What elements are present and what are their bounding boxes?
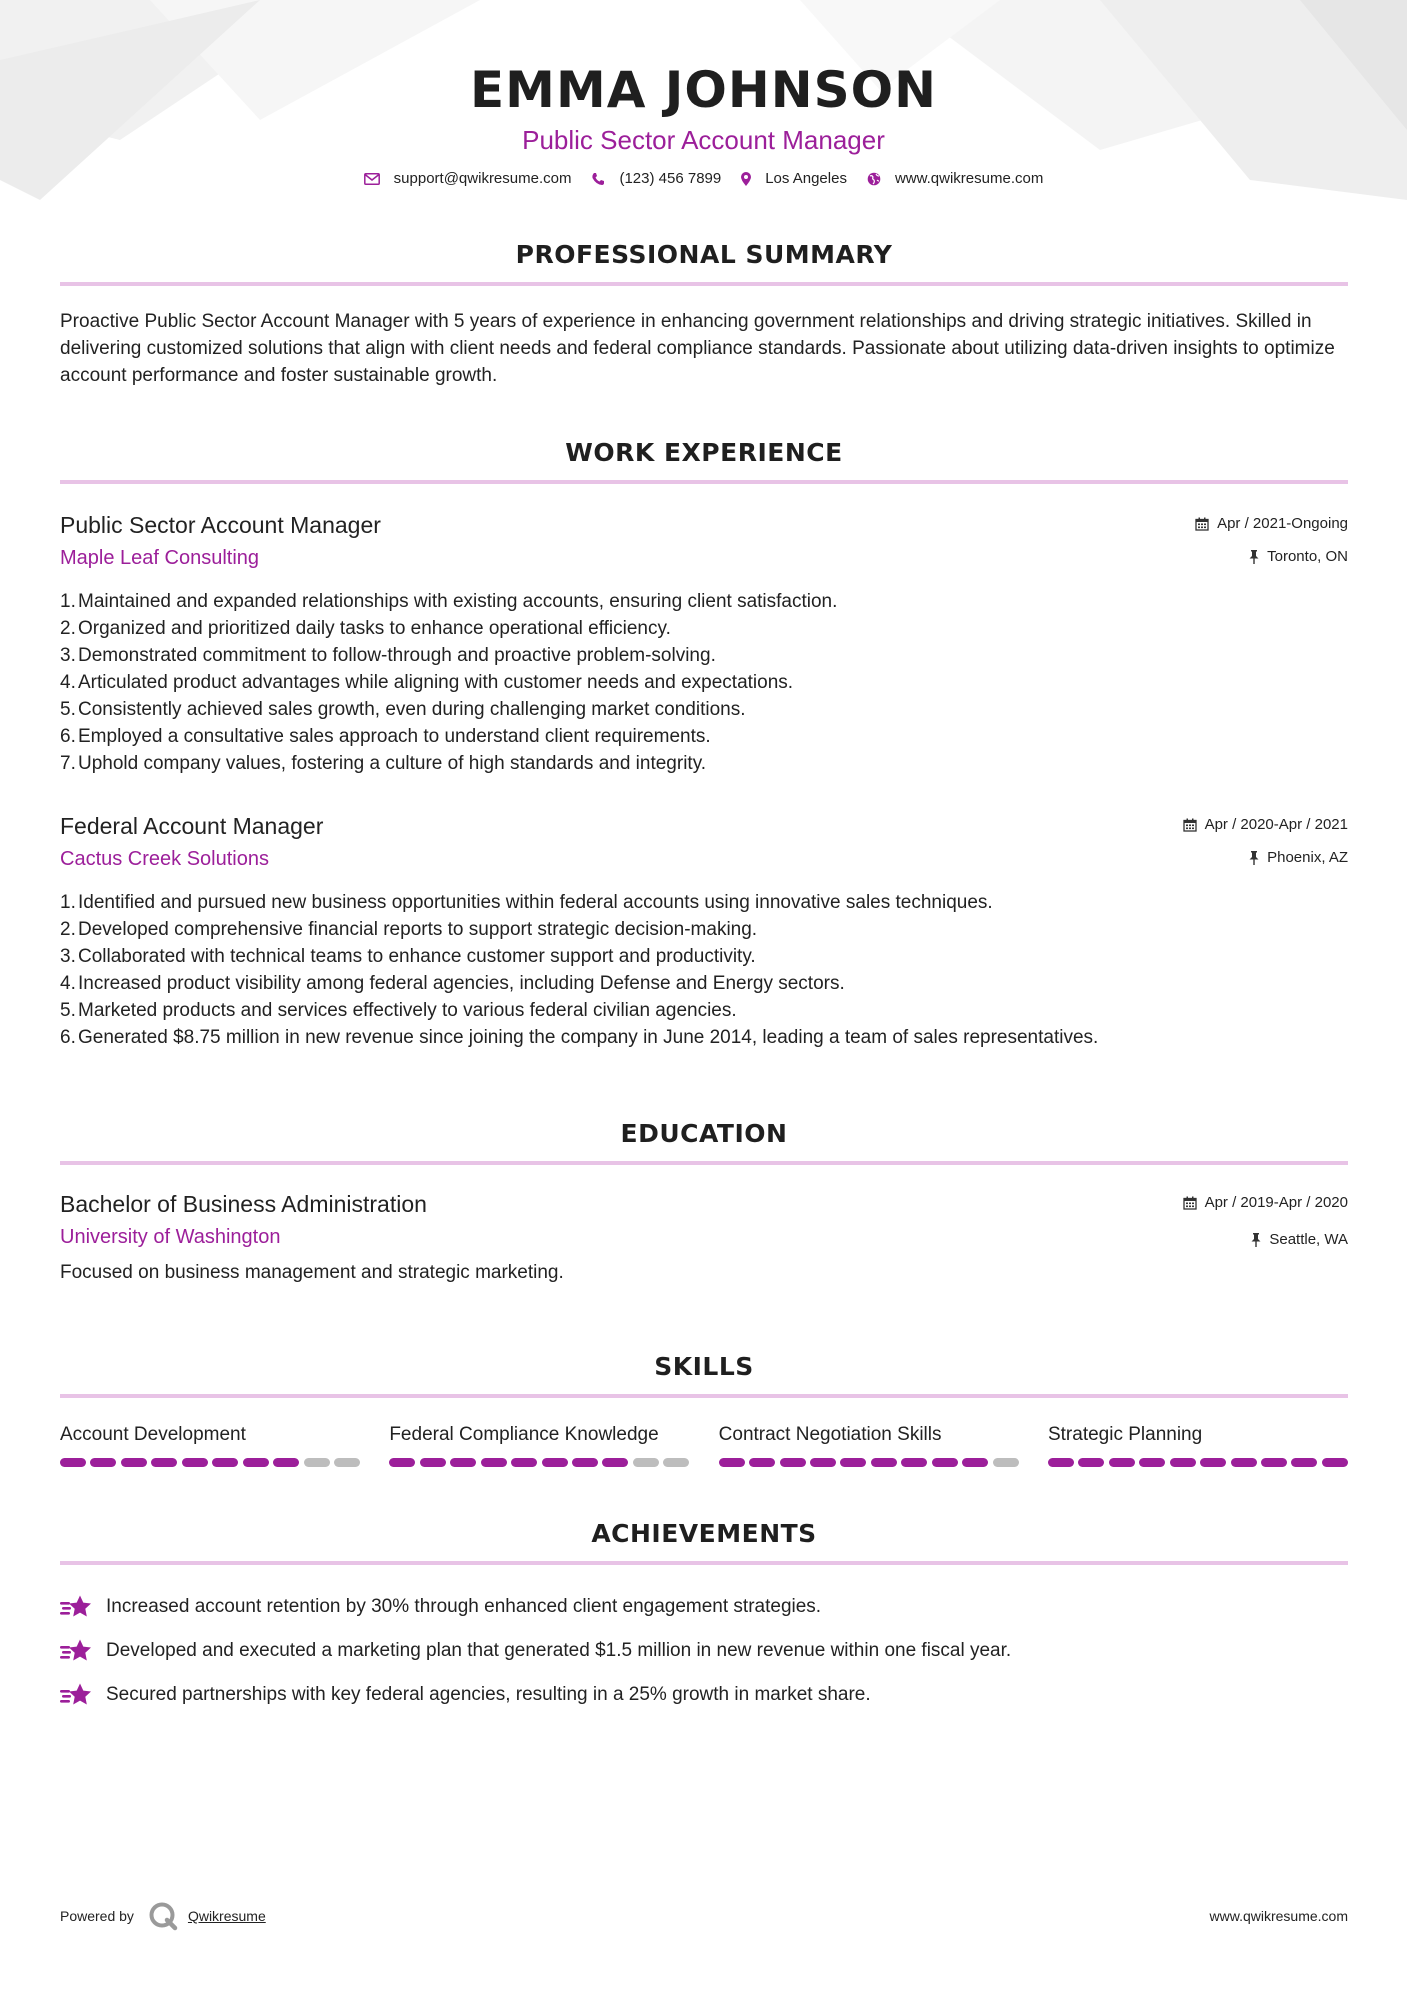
- skill-level-segment-empty: [633, 1458, 659, 1467]
- bullet-number: 1.: [60, 591, 76, 612]
- pushpin-icon: [1249, 851, 1259, 865]
- contact-phone[interactable]: [591, 170, 721, 187]
- contact-website[interactable]: [867, 170, 1043, 187]
- education-dates-text: Apr / 2019-Apr / 2020: [1204, 1194, 1348, 1211]
- skills-list: [60, 1422, 1348, 1467]
- job-title: Federal Account Manager: [60, 813, 324, 839]
- skill-level-bar: [1048, 1458, 1348, 1467]
- job-bullets: [60, 889, 1348, 1051]
- bullet-number: 3.: [60, 645, 76, 666]
- qwikresume-logo-icon: [148, 1901, 178, 1931]
- bullet-text: Employed a consultative sales approach to understand client requirements.: [78, 726, 711, 747]
- skill-level-segment-empty: [993, 1458, 1019, 1467]
- achievement-item: [60, 1585, 1348, 1629]
- experience-section: [60, 438, 1348, 1051]
- achievements-section: [60, 1519, 1348, 1717]
- section-divider: [60, 1161, 1348, 1165]
- skill-level-bar: [719, 1458, 1019, 1467]
- achievement-item: [60, 1673, 1348, 1717]
- skill-level-segment-empty: [663, 1458, 689, 1467]
- job-bullet: [60, 997, 1348, 1024]
- footer-website[interactable]: www.qwikresume.com: [1209, 1908, 1348, 1924]
- skill-item: [60, 1422, 360, 1467]
- skill-level-segment-filled: [90, 1458, 116, 1467]
- calendar-icon: [1183, 1196, 1197, 1210]
- skill-level-segment-filled: [182, 1458, 208, 1467]
- bullet-text: Collaborated with technical teams to enhance customer support and productivity.: [78, 946, 756, 967]
- skill-level-segment-filled: [840, 1458, 866, 1467]
- skill-level-segment-filled: [1170, 1458, 1196, 1467]
- job-location-text: Phoenix, AZ: [1267, 849, 1348, 866]
- candidate-name: EMMA JOHNSON: [470, 61, 937, 119]
- job-bullet: [60, 588, 1348, 615]
- job-bullet: [60, 696, 1348, 723]
- job-bullets: [60, 588, 1348, 777]
- job-header: [60, 510, 1348, 574]
- pushpin-icon: [1249, 550, 1259, 564]
- skill-level-segment-filled: [273, 1458, 299, 1467]
- star-icon: [60, 1594, 94, 1620]
- job-bullet: [60, 669, 1348, 696]
- skill-level-segment-filled: [1048, 1458, 1074, 1467]
- job-location-text: Toronto, ON: [1267, 548, 1348, 565]
- job-bullet: [60, 1024, 1348, 1051]
- skill-level-segment-filled: [420, 1458, 446, 1467]
- contact-row: [0, 170, 1407, 187]
- calendar-icon: [1195, 517, 1209, 531]
- bullet-text: Marketed products and services effectively to various federal civilian agencies.: [78, 1000, 737, 1021]
- education-section: [60, 1119, 1348, 1286]
- skill-level-segment-filled: [901, 1458, 927, 1467]
- bullet-number: 4.: [60, 672, 76, 693]
- skill-level-segment-filled: [871, 1458, 897, 1467]
- skill-level-segment-filled: [389, 1458, 415, 1467]
- phone-icon: [591, 172, 605, 186]
- skill-level-bar: [60, 1458, 360, 1467]
- job-bullet: [60, 723, 1348, 750]
- skill-level-segment-filled: [1231, 1458, 1257, 1467]
- job-list: [60, 510, 1348, 1051]
- job-bullet: [60, 943, 1348, 970]
- contact-phone-text: (123) 456 7899: [619, 170, 722, 187]
- school-name: University of Washington: [60, 1226, 281, 1248]
- summary-section: [60, 240, 1348, 389]
- education-location: [1251, 1230, 1348, 1250]
- skill-level-segment-filled: [1322, 1458, 1348, 1467]
- job-bullet: [60, 889, 1348, 916]
- job-bullet: [60, 750, 1348, 777]
- job-bullet: [60, 916, 1348, 943]
- skill-level-segment-filled: [450, 1458, 476, 1467]
- skill-item: [719, 1422, 1019, 1467]
- job-dates-text: Apr / 2021-Ongoing: [1217, 515, 1348, 532]
- job-header: [60, 811, 1348, 875]
- achievement-item: [60, 1629, 1348, 1673]
- education-dates: [1183, 1193, 1348, 1213]
- bullet-text: Maintained and expanded relationships with existing accounts, ensuring client satisfaction.: [78, 591, 838, 612]
- section-divider: [60, 1394, 1348, 1398]
- job-bullet: [60, 642, 1348, 669]
- contact-email[interactable]: [364, 170, 572, 187]
- education-heading: EDUCATION: [620, 1119, 788, 1148]
- calendar-icon: [1183, 818, 1197, 832]
- map-pin-icon: [741, 172, 751, 186]
- powered-by: [60, 1901, 266, 1931]
- bullet-text: Organized and prioritized daily tasks to enhance operational efficiency.: [78, 618, 671, 639]
- bullet-number: 5.: [60, 1000, 76, 1021]
- skill-level-segment-empty: [334, 1458, 360, 1467]
- skill-level-segment-empty: [304, 1458, 330, 1467]
- skill-level-segment-filled: [572, 1458, 598, 1467]
- job-entry: [60, 811, 1348, 1051]
- skill-item: [389, 1422, 689, 1467]
- job-bullet: [60, 615, 1348, 642]
- bullet-text: Developed comprehensive financial reports to support strategic decision-making.: [78, 919, 758, 940]
- skill-name: Contract Negotiation Skills: [718, 1424, 942, 1445]
- bullet-number: 6.: [60, 1027, 76, 1048]
- summary-text: Proactive Public Sector Account Manager with 5 years of experience in enhancing government relationships and driving strategic initiatives. Skilled in delivering customized solutions that align with client needs and federal compliance standards. Passionate about utilizing data-driven insights to optimize account performance and foster sustainable growth.: [60, 311, 1335, 386]
- job-entry: [60, 510, 1348, 777]
- achievement-text: Increased account retention by 30% through enhanced client engagement strategies.: [106, 1596, 822, 1617]
- skill-name: Federal Compliance Knowledge: [389, 1424, 659, 1445]
- section-divider: [60, 480, 1348, 484]
- skill-level-segment-filled: [1200, 1458, 1226, 1467]
- skill-level-segment-filled: [1261, 1458, 1287, 1467]
- contact-location: [741, 170, 847, 187]
- skill-level-segment-filled: [602, 1458, 628, 1467]
- skill-level-segment-filled: [212, 1458, 238, 1467]
- envelope-icon: [364, 173, 380, 185]
- candidate-title: Public Sector Account Manager: [522, 125, 885, 155]
- job-title: Public Sector Account Manager: [60, 512, 381, 538]
- job-dates-text: Apr / 2020-Apr / 2021: [1204, 816, 1348, 833]
- skill-level-segment-filled: [60, 1458, 86, 1467]
- job-bullet: [60, 970, 1348, 997]
- company-name: Cactus Creek Solutions: [60, 848, 269, 870]
- section-divider: [60, 282, 1348, 286]
- summary-heading: PROFESSIONAL SUMMARY: [515, 240, 893, 269]
- skill-level-segment-filled: [1139, 1458, 1165, 1467]
- star-icon: [60, 1638, 94, 1664]
- bullet-number: 5.: [60, 699, 76, 720]
- education-description: Focused on business management and strategic marketing.: [60, 1262, 564, 1283]
- skills-heading: SKILLS: [654, 1352, 754, 1381]
- skill-level-segment-filled: [1291, 1458, 1317, 1467]
- bullet-number: 7.: [60, 753, 76, 774]
- bullet-text: Identified and pursued new business opportunities within federal accounts using innovative sales techniques.: [78, 892, 993, 913]
- bullet-text: Uphold company values, fostering a culture of high standards and integrity.: [78, 753, 707, 774]
- bullet-number: 6.: [60, 726, 76, 747]
- bullet-text: Generated $8.75 million in new revenue since joining the company in June 2014, leading a team of sales representatives.: [78, 1027, 1099, 1048]
- contact-location-text: Los Angeles: [765, 170, 847, 187]
- resume-header: [0, 60, 1407, 187]
- degree-title: Bachelor of Business Administration: [60, 1191, 427, 1217]
- skill-level-segment-filled: [542, 1458, 568, 1467]
- education-entry: [60, 1189, 1348, 1286]
- skill-level-segment-filled: [749, 1458, 775, 1467]
- page-footer: [60, 1896, 1348, 1936]
- bullet-number: 2.: [60, 618, 76, 639]
- skill-level-segment-filled: [932, 1458, 958, 1467]
- achievements-list: [60, 1585, 1348, 1717]
- skill-item: [1048, 1422, 1348, 1467]
- experience-heading: WORK EXPERIENCE: [565, 438, 843, 467]
- achievements-heading: ACHIEVEMENTS: [591, 1519, 817, 1548]
- bullet-text: Consistently achieved sales growth, even during challenging market conditions.: [78, 699, 746, 720]
- bullet-number: 2.: [60, 919, 76, 940]
- achievement-text: Developed and executed a marketing plan that generated $1.5 million in new revenue within one fiscal year.: [106, 1640, 1012, 1661]
- skill-level-segment-filled: [511, 1458, 537, 1467]
- skill-name: Account Development: [60, 1424, 246, 1445]
- powered-by-label: Powered by: [60, 1908, 134, 1924]
- skill-level-segment-filled: [780, 1458, 806, 1467]
- skills-section: [60, 1352, 1348, 1467]
- skill-level-bar: [389, 1458, 689, 1467]
- bullet-text: Demonstrated commitment to follow-through and proactive problem-solving.: [78, 645, 716, 666]
- skill-level-segment-filled: [1078, 1458, 1104, 1467]
- skill-level-segment-filled: [481, 1458, 507, 1467]
- bullet-number: 3.: [60, 946, 76, 967]
- section-divider: [60, 1561, 1348, 1565]
- contact-website-text: www.qwikresume.com: [894, 170, 1044, 187]
- job-location: [1249, 848, 1348, 868]
- skill-level-segment-filled: [719, 1458, 745, 1467]
- skill-name: Strategic Planning: [1047, 1424, 1203, 1445]
- job-dates: [1195, 514, 1348, 534]
- contact-email-text: support@qwikresume.com: [393, 170, 572, 187]
- bullet-number: 1.: [60, 892, 76, 913]
- skill-level-segment-filled: [962, 1458, 988, 1467]
- skill-level-segment-filled: [1109, 1458, 1135, 1467]
- bullet-text: Articulated product advantages while aligning with customer needs and expectations.: [78, 672, 794, 693]
- company-name: Maple Leaf Consulting: [60, 547, 260, 569]
- skill-level-segment-filled: [810, 1458, 836, 1467]
- job-dates: [1183, 815, 1348, 835]
- pushpin-icon: [1251, 1233, 1261, 1247]
- qwikresume-link[interactable]: Qwikresume: [187, 1908, 266, 1924]
- bullet-number: 4.: [60, 973, 76, 994]
- achievement-text: Secured partnerships with key federal agencies, resulting in a 25% growth in market share.: [106, 1684, 871, 1705]
- skill-level-segment-filled: [151, 1458, 177, 1467]
- skill-level-segment-filled: [121, 1458, 147, 1467]
- education-location-text: Seattle, WA: [1269, 1231, 1348, 1248]
- job-location: [1249, 547, 1348, 567]
- skill-level-segment-filled: [243, 1458, 269, 1467]
- education-entry-header: [60, 1189, 1348, 1253]
- globe-icon: [867, 172, 881, 186]
- bullet-text: Increased product visibility among federal agencies, including Defense and Energy sectors.: [78, 973, 845, 994]
- star-icon: [60, 1682, 94, 1708]
